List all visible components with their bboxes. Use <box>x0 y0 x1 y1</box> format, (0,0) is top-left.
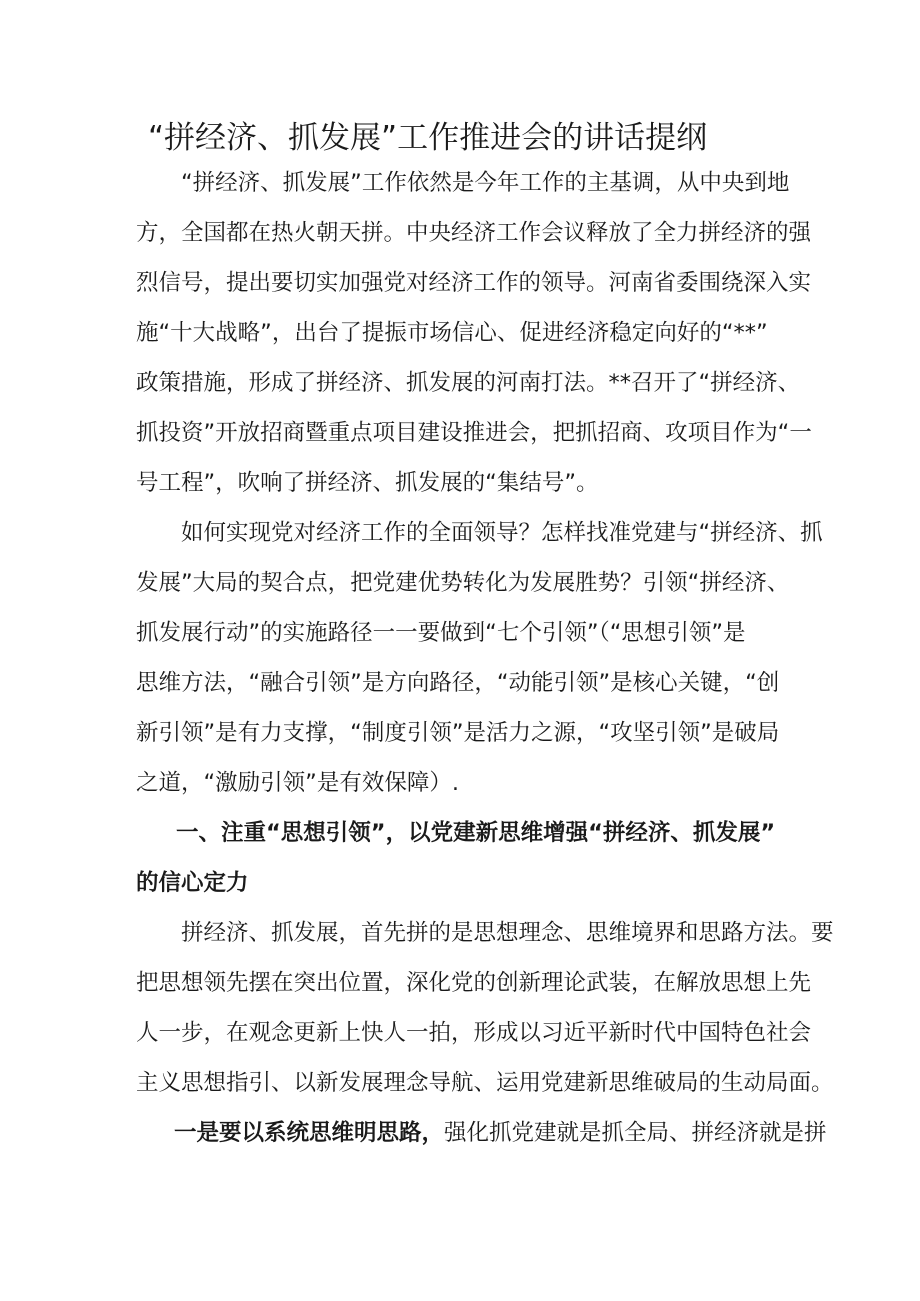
paragraph-line <box>174 1118 827 1148</box>
paragraph-line: 思维方法，“融合引领”是方向路径，“动能引领”是核心关键，“创 <box>136 670 780 696</box>
document-title: “拼经济、抓发展”工作推进会的讲话提纲 <box>148 120 708 156</box>
paragraph-line: 抓发展行动”的实施路径一一要做到“七个引领”（“思想引领”是 <box>136 620 746 646</box>
emphasis-rest: 强化抓党建就是抓全局、拼经济就是拼 <box>444 1120 827 1146</box>
paragraph-line: 把思想领先摆在突出位置，深化党的创新理论武装，在解放思想上先 <box>136 970 812 996</box>
paragraph-line: 烈信号，提出要切实加强党对经济工作的领导。河南省委围绕深入实 <box>136 270 812 296</box>
paragraph-line: 之道，“激励引领”是有效保障）. <box>136 770 459 796</box>
paragraph-line: 人一步，在观念更新上快人一拍，形成以习近平新时代中国特色社会 <box>136 1020 812 1046</box>
paragraph-line: 施“十大战略”，出台了提振市场信心、促进经济稳定向好的“**” <box>136 320 768 346</box>
paragraph-line: 政策措施，形成了拼经济、抓发展的河南打法。**召开了“拼经济、 <box>136 370 801 396</box>
emphasis-lead: 一是要以系统思维明思路， <box>174 1120 445 1146</box>
paragraph-line: 主义思想指引、以新发展理念导航、运用党建新思维破局的生动局面。 <box>136 1070 834 1096</box>
paragraph-line: 新引领”是有力支撑，“制度引领”是活力之源，“攻坚引领”是破局 <box>136 720 780 746</box>
paragraph-line: 方，全国都在热火朝天拼。中央经济工作会议释放了全力拼经济的强 <box>136 220 812 246</box>
paragraph-line: “拼经济、抓发展”工作依然是今年工作的主基调，从中央到地 <box>181 170 790 196</box>
section-heading-line: 一、注重“思想引领”，以党建新思维增强“拼经济、抓发展” <box>176 820 776 846</box>
paragraph-line: 拼经济、抓发展，首先拼的是思想理念、思维境界和思路方法。要 <box>181 920 834 946</box>
section-heading-line: 的信心定力 <box>136 870 249 896</box>
paragraph-line: 号工程”，吹响了拼经济、抓发展的“集结号”。 <box>136 470 599 496</box>
paragraph-line: 抓投资”开放招商暨重点项目建设推进会，把抓招商、攻项目作为“一 <box>136 420 812 446</box>
paragraph-line: 发展”大局的契合点，把党建优势转化为发展胜势？引领“拼经济、 <box>136 570 790 596</box>
paragraph-line: 如何实现党对经济工作的全面领导？怎样找准党建与“拼经济、抓 <box>181 520 823 546</box>
